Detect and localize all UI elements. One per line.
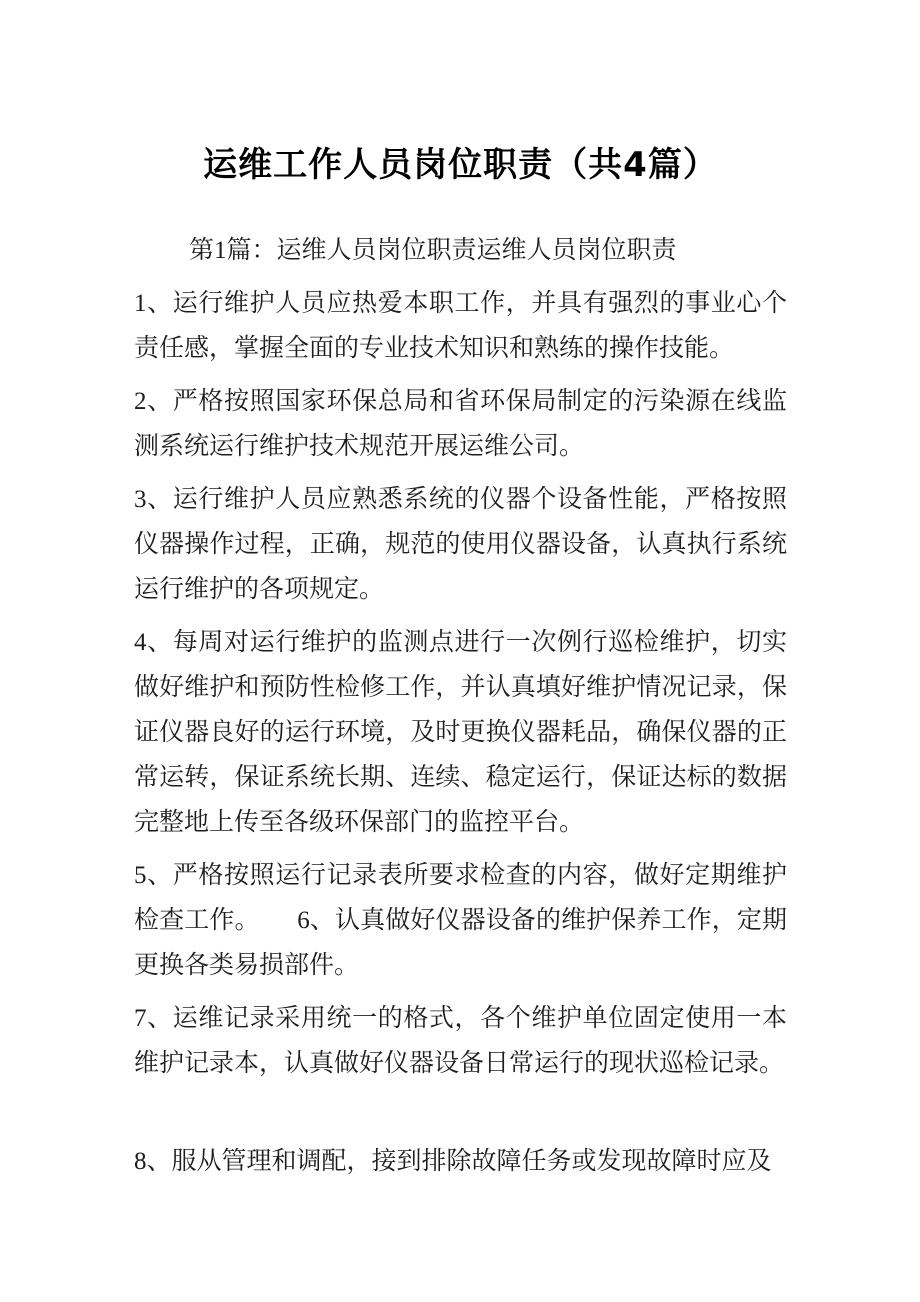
paragraph: 1、运行维护人员应热爱本职工作，并具有强烈的事业心个责任感，掌握全面的专业技术知识和熟练的操作技能。 — [134, 290, 787, 362]
document-title: 运维工作人员岗位职责（共4篇） — [203, 145, 718, 185]
paragraph: 8、服从管理和调配，接到排除故障任务或发现故障时应及 — [134, 1148, 772, 1175]
document-body — [134, 228, 787, 1184]
paragraph: 5、严格按照运行记录表所要求检查的内容，做好定期维护检查工作。 6、认真做好仪器设备的维护保养工作，定期更换各类易损部件。 — [134, 862, 787, 979]
section-heading: 第1篇：运维人员岗位职责运维人员岗位职责 — [189, 237, 677, 264]
paragraph: 7、运维记录采用统一的格式，各个维护单位固定使用一本维护记录本，认真做好仪器设备日常运行的现状巡检记录。 — [134, 1005, 787, 1077]
blank-line — [134, 1094, 787, 1139]
paragraph: 3、运行维护人员应熟悉系统的仪器个设备性能，严格按照仪器操作过程，正确，规范的使用仪器设备，认真执行系统运行维护的各项规定。 — [134, 486, 787, 603]
paragraph: 4、每周对运行维护的监测点进行一次例行巡检维护，切实做好维护和预防性检修工作，并认真填好维护情况记录，保证仪器良好的运行环境，及时更换仪器耗品，确保仪器的正常运转，保证系统长期、连续、稳定运行，保证达标的数据完整地上传至各级环保部门的监控平台。 — [134, 629, 787, 836]
paragraph: 2、严格按照国家环保总局和省环保局制定的污染源在线监测系统运行维护技术规范开展运维公司。 — [134, 388, 787, 460]
